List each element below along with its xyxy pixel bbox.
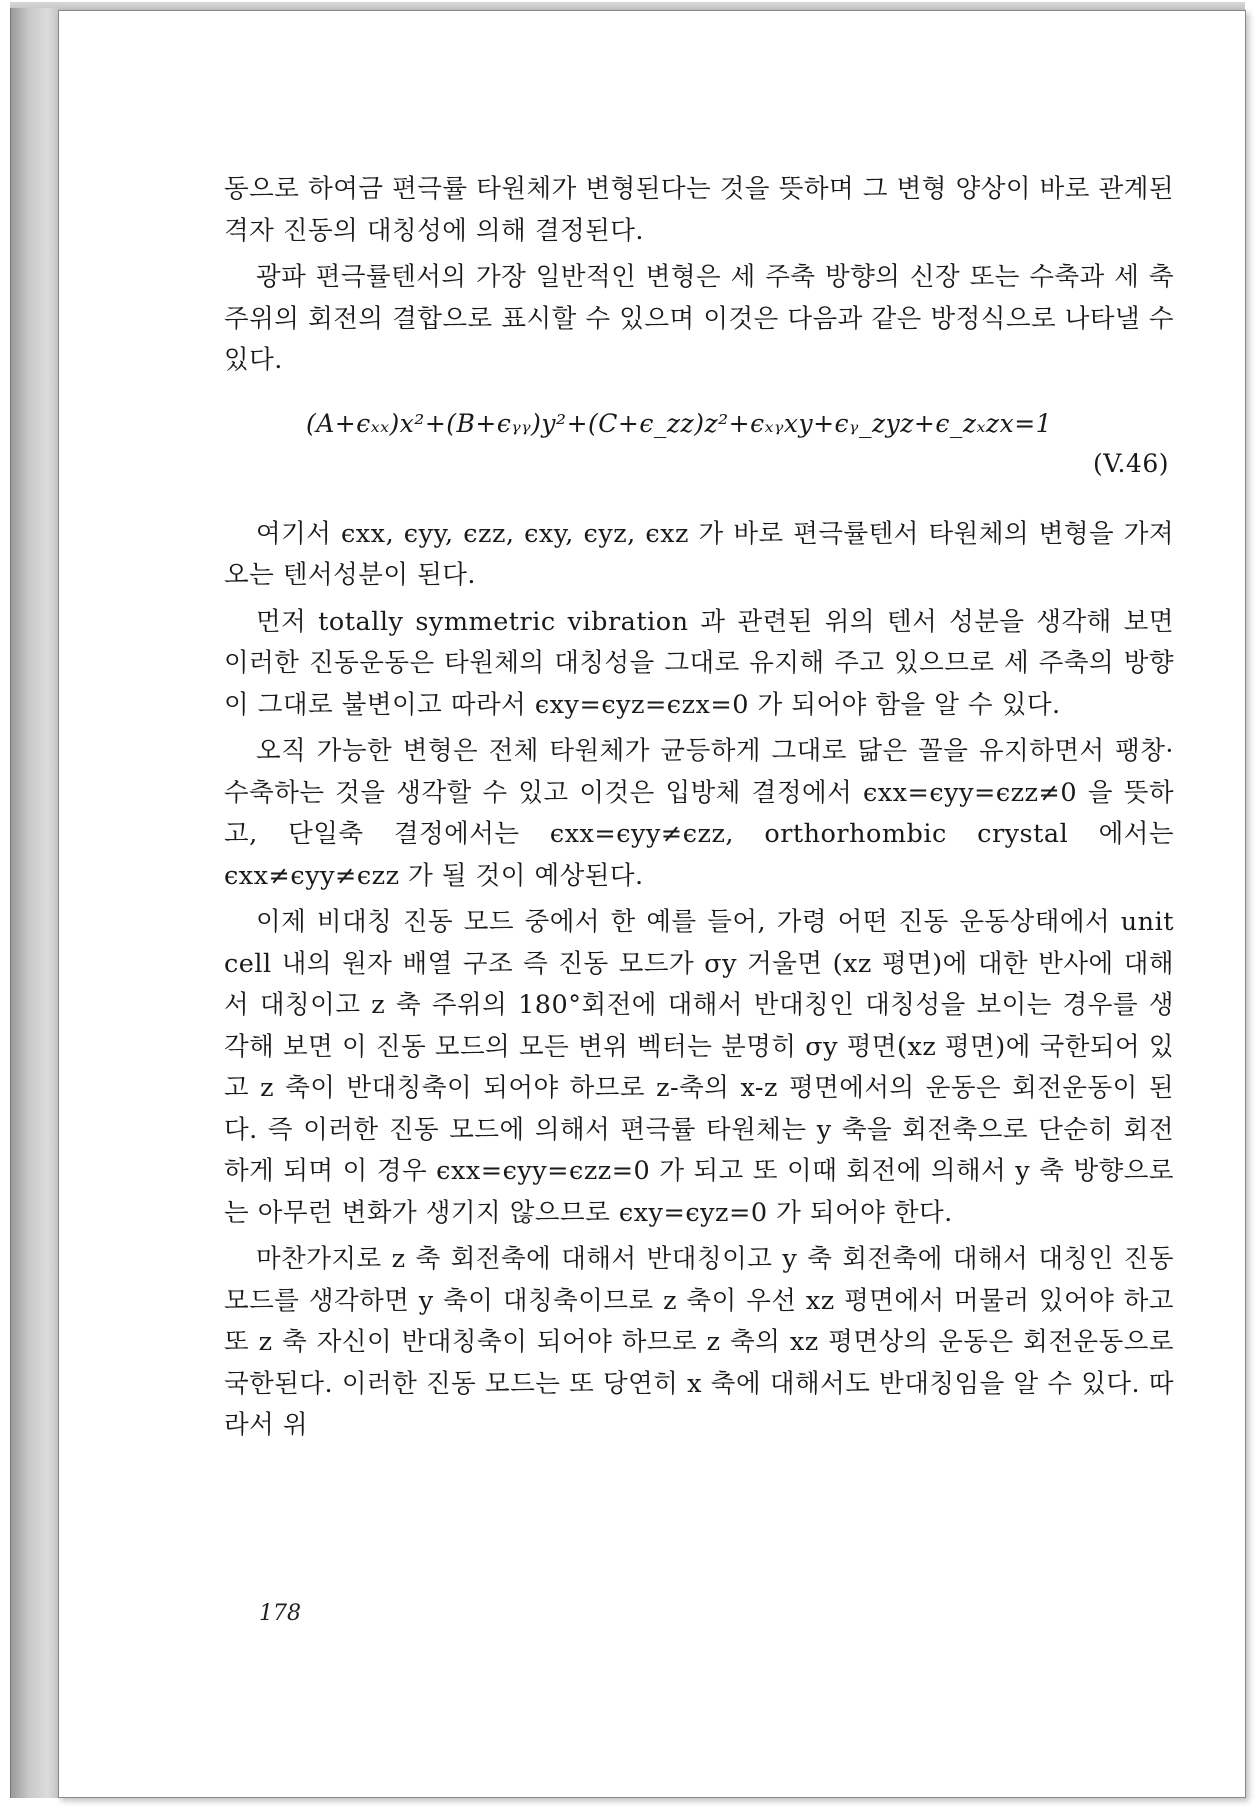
paragraph: 여기서 ϵxx, ϵyy, ϵzz, ϵxy, ϵyz, ϵxz 가 바로 편극률텐서 타원체의 변형을 가져오는 텐서성분이 된다. (224, 518, 1174, 590)
page (58, 10, 1246, 1798)
equation: (A+ϵₓₓ)x²+(B+ϵᵧᵧ)y²+(C+ϵ_zz)z²+ϵₓᵧxy+ϵᵧ_zyz+ϵ_zₓzx=1 (305, 408, 1053, 438)
paragraph: 동으로 하여금 편극률 타원체가 변형된다는 것을 뜻하며 그 변형 양상이 바로 관계된 격자 진동의 대칭성에 의해 결정된다. (224, 174, 1174, 246)
page-body (224, 169, 1174, 1452)
paragraph: 마찬가지로 z 축 회전축에 대해서 반대칭이고 y 축 회전축에 대해서 대칭인 진동 모드를 생각하면 y 축이 대칭축이므로 z 축이 우선 xz 평면에서 머물러 있어야 하고 또 z 축 자신이 반대칭축이 되어야 하므로 z 축의 xz 평면상의 운동은 회전운동으로 국한된다. 이러한 진동 모드는 또 당연히 x 축에 대해서도 반대칭임을 알 수 있다. 따라서 위 (224, 1244, 1174, 1440)
paragraph: 이제 비대칭 진동 모드 중에서 한 예를 들어, 가령 어떤 진동 운동상태에서 unit cell 내의 원자 배열 구조 즉 진동 모드가 σy 거울면 (xz 평면)에 대한 반사에 대해서 대칭이고 z 축 주위의 180°회전에 대해서 반대칭인 대칭성을 보이는 경우를 생각해 보면 이 진동 모드의 모든 변위 벡터는 분명히 σy 평면(xz 평면)에 국한되어 있고 z 축이 반대칭축이 되어야 하므로 z-축의 x-z 평면에서의 운동은 회전운동이 된다. 즉 이러한 진동 모드에 의해서 편극률 타원체는 y 축을 회전축으로 단순히 회전하게 되며 이 경우 ϵxx=ϵyy=ϵzz=0 가 되고 또 이때 회전에 의해서 y 축 방향으로는 아무런 변화가 생기지 않으므로 ϵxy=ϵyz=0 가 되어야 한다. (224, 907, 1174, 1228)
paragraph: 먼저 totally symmetric vibration 과 관련된 위의 텐서 성분을 생각해 보면 이러한 진동운동은 타원체의 대칭성을 그대로 유지해 주고 있으므로 세 주축의 방향이 그대로 불변이고 따라서 ϵxy=ϵyz=ϵzx=0 가 되어야 함을 알 수 있다. (224, 606, 1174, 720)
page-number: 178 (259, 1601, 301, 1626)
paragraph: 광파 편극률텐서의 가장 일반적인 변형은 세 주축 방향의 신장 또는 수축과 세 축 주위의 회전의 결합으로 표시할 수 있으며 이것은 다음과 같은 방정식으로 나타낼 수 있다. (224, 262, 1174, 375)
paragraph: 오직 가능한 변형은 전체 타원체가 균등하게 그대로 닮은 꼴을 유지하면서 팽창·수축하는 것을 생각할 수 있고 이것은 입방체 결정에서 ϵxx=ϵyy=ϵzz≠0 을 뜻하고, 단일축 결정에서는 ϵxx=ϵyy≠ϵzz, orthorhombic crystal 에서는 ϵxx≠ϵyy≠ϵzz 가 될 것이 예상된다. (224, 736, 1174, 891)
equation-number: (V.46) (1093, 448, 1169, 478)
book-spine (10, 8, 63, 1798)
